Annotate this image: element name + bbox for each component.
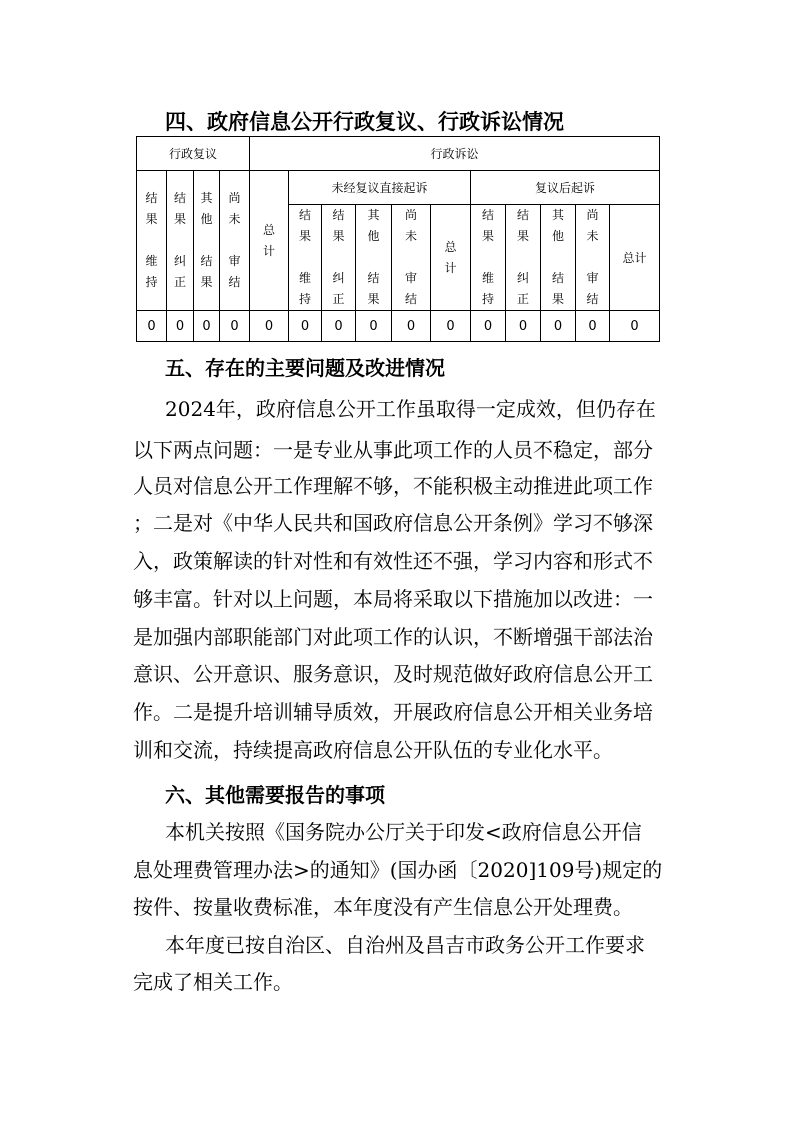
header-direct-litigation: 未经复议直接起诉: [289, 171, 471, 205]
section-six-title: 六、其他需要报告的事项: [165, 783, 385, 807]
paragraph-line: 完成了相关工作。: [133, 970, 293, 994]
value-cell: 0: [167, 311, 194, 342]
review-litigation-table: [136, 136, 660, 342]
value-cell: 0: [610, 311, 660, 342]
paragraph-line: 是加强内部职能部门对此项工作的认识，不断增强干部法治: [133, 625, 653, 649]
value-cell: 0: [289, 311, 322, 342]
col-after-pending: 尚 未 审 结: [576, 205, 610, 311]
paragraph-line: 够丰富。针对以上问题，本局将采取以下措施加以改进：一: [133, 587, 653, 611]
value-cell: 0: [392, 311, 431, 342]
paragraph-line: 按件、按量收费标准，本年度没有产生信息公开处理费。: [133, 895, 633, 919]
paragraph-line: 2024年，政府信息公开工作虽取得一定成效，但仍存在: [165, 397, 656, 421]
value-cell: 0: [576, 311, 610, 342]
paragraph-line: 入，政策解读的针对性和有效性还不强，学习内容和形式不: [133, 549, 653, 573]
value-cell: 0: [506, 311, 541, 342]
paragraph-line: 本年度已按自治区、自治州及昌吉市政务公开工作要求: [165, 933, 645, 957]
col-after-total: 总计: [610, 205, 660, 311]
paragraph-line: 息处理费管理办法>的通知》(国办函〔2020]109号)规定的: [133, 858, 663, 882]
paragraph-line: 本机关按照《国务院办公厅关于印发<政府信息公开信: [165, 820, 642, 844]
value-cell: 0: [356, 311, 392, 342]
value-cell: 0: [220, 311, 250, 342]
paragraph-line: ；二是对《中华人民共和国政府信息公开条例》学习不够深: [133, 511, 653, 535]
col-review-other: 其 他 结 果: [194, 171, 220, 311]
col-after-maintained: 结 果 维 持: [471, 205, 506, 311]
header-administrative-review: 行政复议: [137, 137, 250, 171]
col-direct-corrected: 结 果 纠 正: [322, 205, 356, 311]
col-review-corrected: 结 果 纠 正: [167, 171, 194, 311]
col-after-other: 其 他 结 果: [541, 205, 576, 311]
paragraph-line: 人员对信息公开工作理解不够，不能积极主动推进此项工作: [133, 474, 653, 498]
col-after-corrected: 结 果 纠 正: [506, 205, 541, 311]
value-cell: 0: [322, 311, 356, 342]
col-direct-total: 总 计: [431, 205, 471, 311]
col-direct-pending: 尚 未 审 结: [392, 205, 431, 311]
values-row: [137, 311, 660, 342]
col-direct-maintained: 结 果 维 持: [289, 205, 322, 311]
col-direct-other: 其 他 结 果: [356, 205, 392, 311]
value-cell: 0: [541, 311, 576, 342]
value-cell: 0: [194, 311, 220, 342]
value-cell: 0: [431, 311, 471, 342]
paragraph-line: 意识、公开意识、服务意识，及时规范做好政府信息公开工: [133, 662, 653, 686]
section-four-title: 四、政府信息公开行政复议、行政诉讼情况: [165, 110, 564, 134]
value-cell: 0: [471, 311, 506, 342]
col-review-pending: 尚 未 审 结: [220, 171, 250, 311]
col-review-maintained: 结 果 维 持: [137, 171, 167, 311]
paragraph-line: 以下两点问题：一是专业从事此项工作的人员不稳定，部分: [133, 438, 653, 462]
value-cell: 0: [250, 311, 289, 342]
value-cell: 0: [137, 311, 167, 342]
col-review-total: 总 计: [250, 171, 289, 311]
paragraph-line: 训和交流，持续提高政府信息公开队伍的专业化水平。: [133, 738, 613, 762]
section-five-title: 五、存在的主要问题及改进情况: [165, 356, 445, 380]
paragraph-line: 作。二是提升培训辅导质效，开展政府信息公开相关业务培: [133, 700, 653, 724]
header-litigation-after-review: 复议后起诉: [471, 171, 660, 205]
header-administrative-litigation: 行政诉讼: [250, 137, 660, 171]
